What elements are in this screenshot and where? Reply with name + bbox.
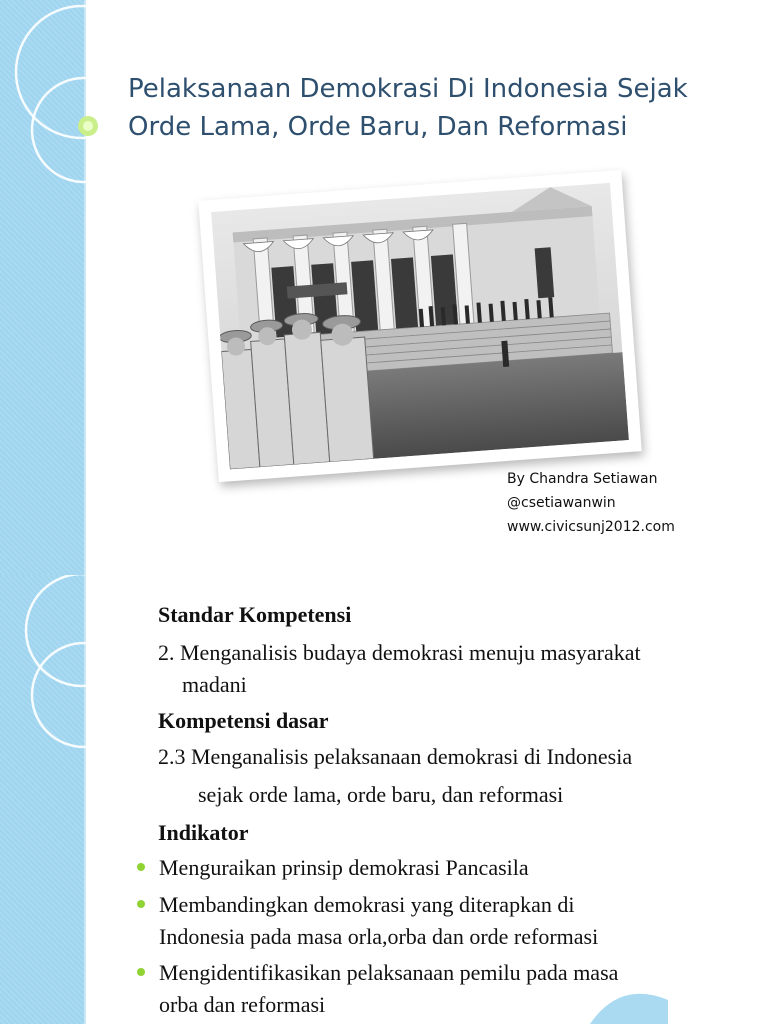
author-credit: [507, 467, 675, 539]
bullet-icon: [137, 900, 145, 908]
indicator-line: orba dan reformasi: [159, 992, 326, 1017]
sidebar-edge: [84, 575, 86, 1024]
author-name: By Chandra Setiawan: [507, 471, 658, 487]
indicator-line: Menguraikan prinsip demokrasi Pancasila: [159, 855, 529, 880]
sidebar-decoration: [0, 575, 86, 1024]
presentation-title: [128, 70, 748, 146]
indicator-line: Mengidentifikasikan pelaksanaan pemilu pada masa: [159, 960, 619, 985]
kd-line-2: sejak orde lama, orde baru, dan reformasi: [198, 782, 564, 807]
heading-standar-kompetensi: Standar Kompetensi: [158, 602, 352, 627]
author-website: www.civicsunj2012.com: [507, 519, 675, 535]
competency-slide: [0, 575, 768, 1024]
author-handle: @csetiawanwin: [507, 495, 616, 511]
heading-indikator: Indikator: [158, 820, 249, 845]
bullet-icon: [137, 968, 145, 976]
bullet-icon: [137, 863, 145, 871]
list-item: [133, 889, 753, 953]
sidebar-edge: [84, 0, 86, 575]
sk-line-2: madani: [182, 672, 247, 697]
sidebar-decoration: [0, 0, 86, 575]
kd-line-1: 2.3 Menganalisis pelaksanaan demokrasi di Indonesia: [158, 744, 633, 769]
title-line-2: Orde Lama, Orde Baru, Dan Reformasi: [128, 112, 628, 142]
sk-line-1: 2. Menganalisis budaya demokrasi menuju masyarakat: [158, 640, 641, 665]
heading-kompetensi-dasar: Kompetensi dasar: [158, 708, 329, 733]
indicator-line: Indonesia pada masa orla,orba dan orde reformasi: [159, 924, 599, 949]
indicator-line: Membandingkan demokrasi yang diterapkan di: [159, 892, 575, 917]
list-item: [133, 852, 753, 884]
title-line-1: Pelaksanaan Demokrasi Di Indonesia Sejak: [128, 74, 688, 104]
historical-photo: [211, 183, 629, 470]
photo-frame: [198, 170, 642, 482]
list-item: [133, 957, 753, 1021]
